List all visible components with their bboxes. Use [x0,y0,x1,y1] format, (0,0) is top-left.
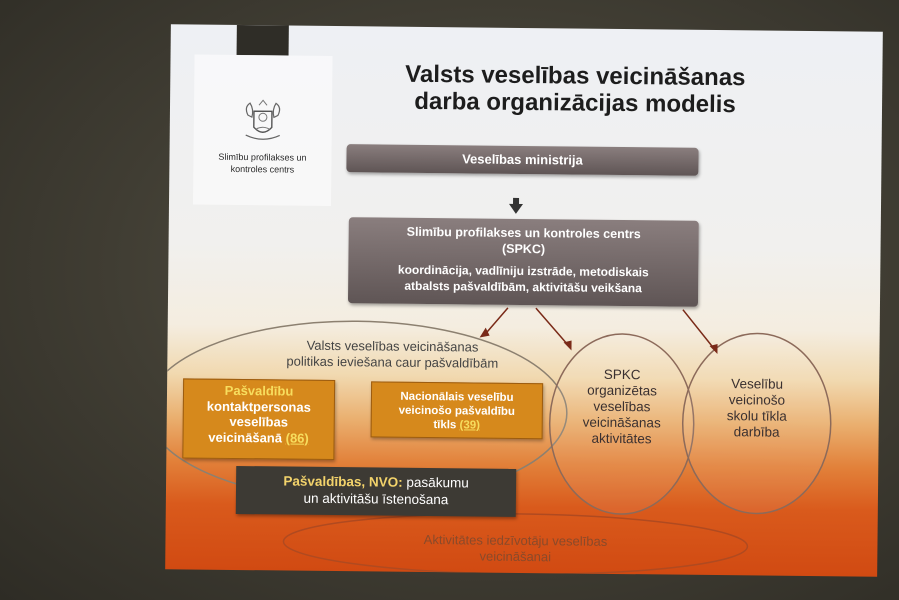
org-name-line: Slimību profilakses un [218,151,307,163]
circle-line: SPKC [603,366,641,383]
contacts-line: veselības [229,413,289,430]
circle-line: Veselību [731,376,784,392]
policy-oval-text [247,337,537,372]
arrow-line-middle [536,308,568,344]
title-line: Valsts veselības veicināšanas [405,60,746,92]
ngo-text: pasākumu [402,474,469,491]
presentation-slide [165,24,883,576]
policy-line: Valsts veselības veicināšanas [306,337,479,355]
network-line: Nacionālais veselību [400,390,514,404]
spkc-desc-line: atbalsts pašvaldībām, aktivitāšu veikšana [404,278,642,296]
spkc-circle-text [559,366,684,447]
network-box [371,381,544,439]
contacts-line: kontaktpersonas [206,398,311,415]
circle-line: aktivitātes [591,430,652,447]
circle-line: veicinošo [728,392,786,408]
policy-line: politikas ieviešana caur pašvaldībām [286,353,499,371]
arrowhead-left-icon [480,328,490,338]
contacts-text: veicināšanā [208,429,283,445]
network-line [372,417,542,433]
circle-line: veselības [593,398,651,415]
contacts-line: Pašvaldību [224,382,294,399]
contacts-line [183,429,333,446]
arrow-line-right [683,310,714,348]
ngo-highlight: Pašvaldības, NVO: [283,473,403,490]
network-count-link[interactable]: (39) [459,419,481,432]
title-line: darba organizācijas modelis [414,87,736,119]
network-text: tīkls [433,419,457,432]
bottom-line: veicināšanai [479,548,552,565]
spkc-desc-line: koordinācija, vadlīniju izstrāde, metodiskais [397,262,649,280]
spkc-name-line: Slimību profilakses un kontroles centrs [406,224,641,242]
spkc-name-line: (SPKC) [501,241,546,257]
circle-line: darbība [733,424,780,440]
circle-line: skolu tīkla [726,408,787,424]
schools-circle-text [697,376,818,441]
circle-line: organizētas [587,382,658,399]
contacts-count-link[interactable]: (86) [285,430,309,446]
network-line: veicinošo pašvaldību [398,404,516,418]
ngo-box [236,466,516,517]
bottom-line: Aktivitātes iedzīvotāju veselības [423,531,608,549]
org-name-line: kontroles centrs [230,163,295,175]
contacts-box [182,378,335,460]
bottom-oval-text [365,531,665,566]
arrow-line-left [486,308,508,334]
circle-line: veicināšanas [582,414,661,431]
ministry-box: Veselības ministrija [346,144,698,176]
ngo-line: un aktivitāšu īstenošana [303,490,449,508]
